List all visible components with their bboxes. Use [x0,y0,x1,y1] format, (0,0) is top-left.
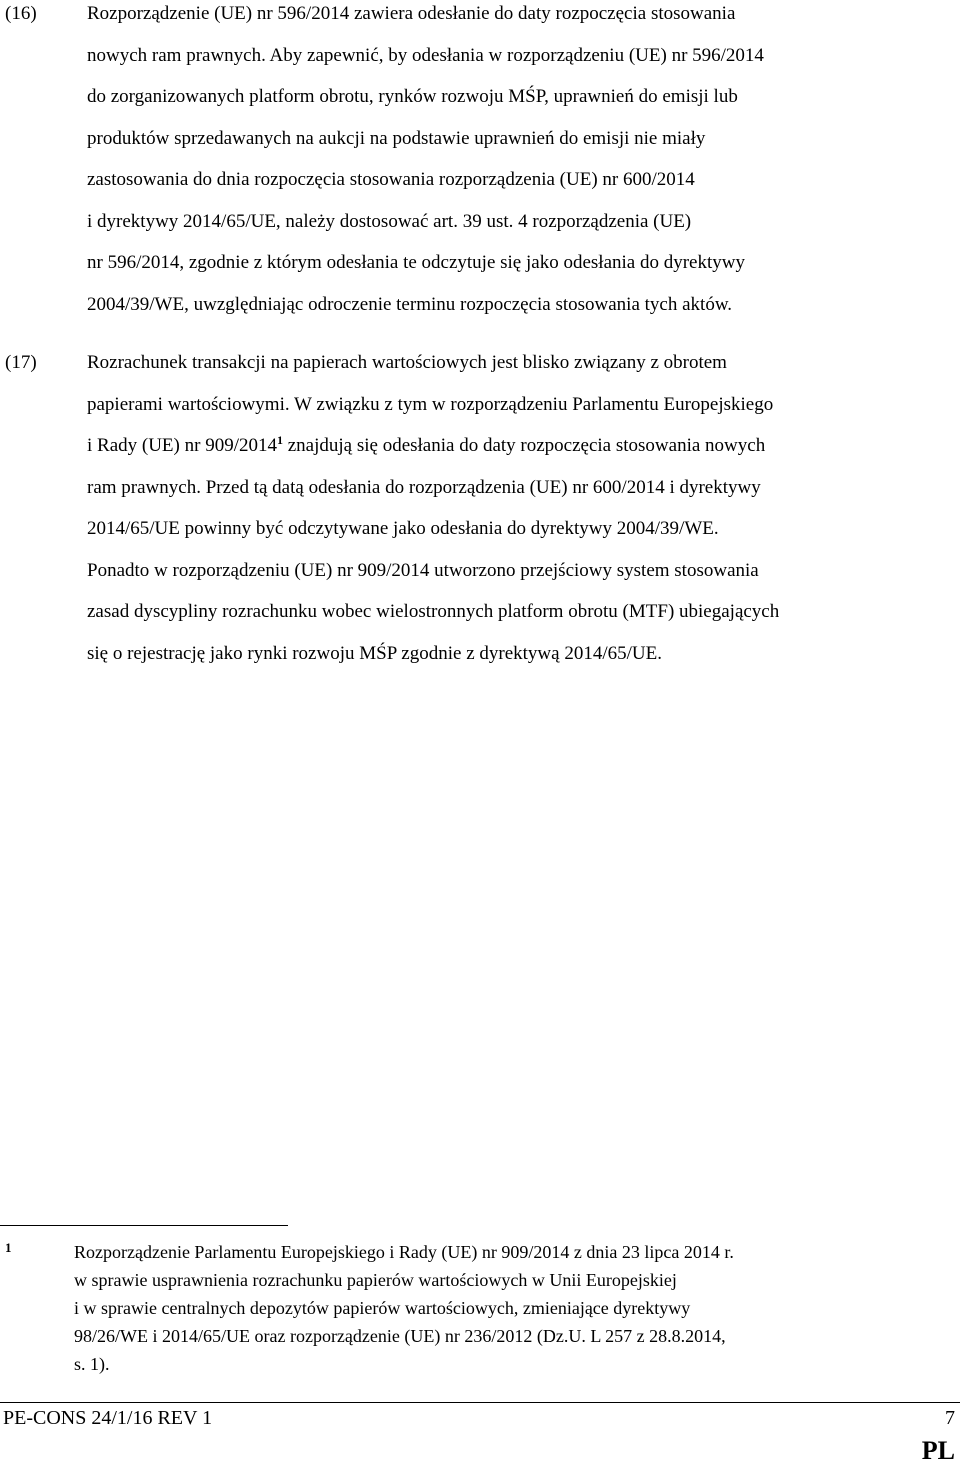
footnote-line: s. 1). [74,1354,110,1374]
language-code: PL [921,1436,955,1465]
footnote-separator [0,1225,288,1226]
footer-separator [0,1402,960,1403]
text-line: nowych ram prawnych. Aby zapewnić, by odesłania w rozporządzeniu (UE) nr 596/2014 [87,44,764,66]
recital-number: (17) [5,352,37,373]
footnote-text [74,1238,954,1378]
text-line: ram prawnych. Przed tą datą odesłania do rozporządzenia (UE) nr 600/2014 i dyrektywy [87,476,761,498]
footnote-reference[interactable]: 1 [276,433,283,447]
footnote-mark: 1 [5,1240,12,1255]
recital-text [87,342,955,674]
text-line: do zorganizowanych platform obrotu, rynków rozwoju MŚP, uprawnień do emisji lub [87,86,738,107]
text-line: produktów sprzedawanych na aukcji na podstawie uprawnień do emisji nie miały [87,127,706,149]
recital-text [87,0,955,325]
text-line: nr 596/2014, zgodnie z którym odesłania te odczytuje się jako odesłania do dyrektywy [87,252,745,273]
document-reference: PE-CONS 24/1/16 REV 1 [3,1407,213,1429]
text-line-start: i Rady (UE) nr 909/2014 [87,435,277,456]
text-line: Rozrachunek transakcji na papierach wartościowych jest blisko związany z obrotem [87,352,727,373]
text-line: papierami wartościowymi. W związku z tym w rozporządzeniu Parlamentu Europejskiego [87,393,774,415]
text-line: 2014/65/UE powinny być odczytywane jako odesłania do dyrektywy 2004/39/WE. [87,518,719,539]
footnote-line: w sprawie usprawnienia rozrachunku papierów wartościowych w Unii Europejskiej [74,1270,677,1290]
text-line: i dyrektywy 2014/65/UE, należy dostosować art. 39 ust. 4 rozporządzenia (UE) [87,210,692,232]
text-line: zasad dyscypliny rozrachunku wobec wielostronnych platform obrotu (MTF) ubiegających [87,601,780,622]
text-line [87,425,955,467]
footnote-line: 98/26/WE i 2014/65/UE oraz rozporządzenie (UE) nr 236/2012 (Dz.U. L 257 z 28.8.2014, [74,1326,726,1346]
text-line: Rozporządzenie (UE) nr 596/2014 zawiera odesłanie do daty rozpoczęcia stosowania [87,3,736,24]
text-line: 2004/39/WE, uwzględniając odroczenie terminu rozpoczęcia stosowania tych aktów. [87,293,733,315]
text-line: Ponadto w rozporządzeniu (UE) nr 909/2014 utworzono przejściowy system stosowania [87,559,759,581]
text-line: zastosowania do dnia rozpoczęcia stosowania rozporządzenia (UE) nr 600/2014 [87,169,695,190]
text-line-end: znajdują się odesłania do daty rozpoczęcia stosowania nowych [282,435,766,456]
text-line: się o rejestrację jako rynki rozwoju MŚP zgodnie z dyrektywą 2014/65/UE. [87,642,662,664]
footnote-line: i w sprawie centralnych depozytów papierów wartościowych, zmieniające dyrektywy [74,1298,691,1318]
page-number: 7 [945,1407,955,1429]
recital-number: (16) [5,3,37,24]
footnote-line: Rozporządzenie Parlamentu Europejskiego i Rady (UE) nr 909/2014 z dnia 23 lipca 2014 r. [74,1242,734,1262]
